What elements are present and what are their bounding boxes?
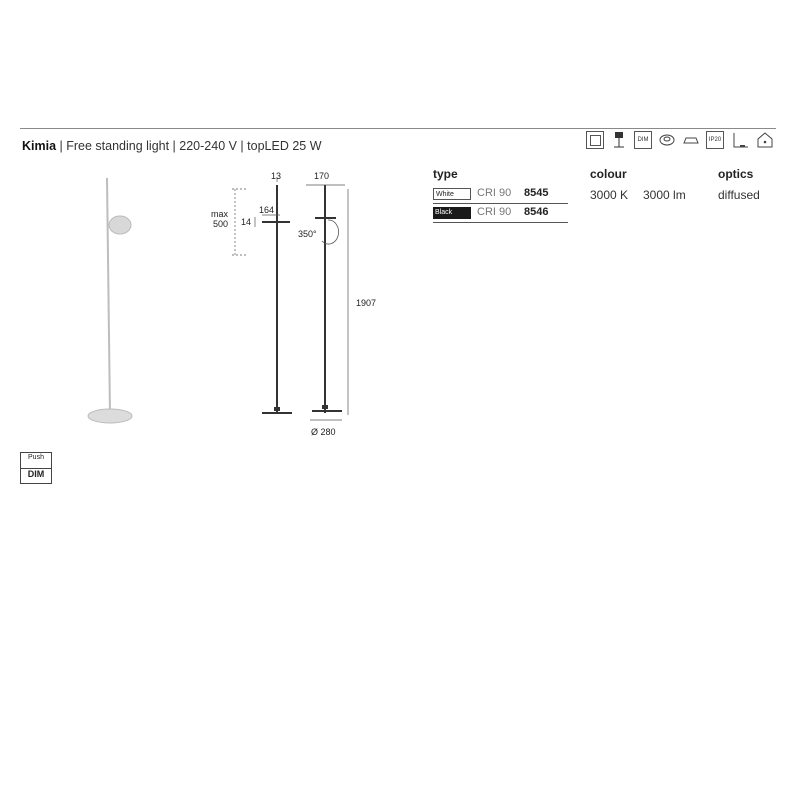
table-row xyxy=(433,205,568,223)
dim-base-diameter: Ø 280 xyxy=(311,427,336,437)
table-row xyxy=(433,186,568,204)
header-optics: optics xyxy=(718,167,754,181)
article-code: 8546 xyxy=(524,206,549,218)
header-rule xyxy=(20,128,776,129)
header-type: type xyxy=(433,167,458,181)
push-dim-icon xyxy=(20,452,52,484)
dim-head-thickness: 14 xyxy=(241,217,252,227)
product-subtitle: | Free standing light | 220-240 V | topLED 25 W xyxy=(56,139,322,153)
product-name: Kimia xyxy=(22,139,57,153)
dim-stem: 13 xyxy=(271,171,282,181)
article-code: 8545 xyxy=(524,187,549,199)
feature-icons xyxy=(586,131,778,153)
page-title xyxy=(22,139,322,153)
finish-white-swatch: White xyxy=(433,188,471,200)
class-ii-icon xyxy=(586,131,604,149)
indoor-icon xyxy=(756,131,774,149)
lamp-type-icon xyxy=(610,131,628,149)
cri-value: CRI 90 xyxy=(477,206,512,218)
floor-mount-icon xyxy=(732,131,750,149)
finish-black-swatch: Black xyxy=(433,207,471,219)
dim-label: DIM xyxy=(21,468,51,479)
dim-rotation: 350° xyxy=(298,229,317,239)
tray-icon xyxy=(682,131,700,149)
rotation-icon xyxy=(658,131,676,149)
dim-adjust: max 500 xyxy=(211,209,229,229)
colour-temperature: 3000 K xyxy=(590,188,629,202)
push-label: Push xyxy=(28,454,44,461)
header-colour: colour xyxy=(590,167,627,181)
lamp-rendering xyxy=(80,170,150,435)
push-dim-small-icon: DIM xyxy=(634,131,652,149)
luminous-flux: 3000 lm xyxy=(643,188,686,202)
optics-value: diffused xyxy=(718,188,760,202)
dim-head-width: 170 xyxy=(314,171,330,181)
dim-total-height: 1907 xyxy=(356,298,377,308)
ip-rating-icon: IP20 xyxy=(706,131,724,149)
dim-head-depth: 164 xyxy=(259,205,275,215)
cri-value: CRI 90 xyxy=(477,187,512,199)
